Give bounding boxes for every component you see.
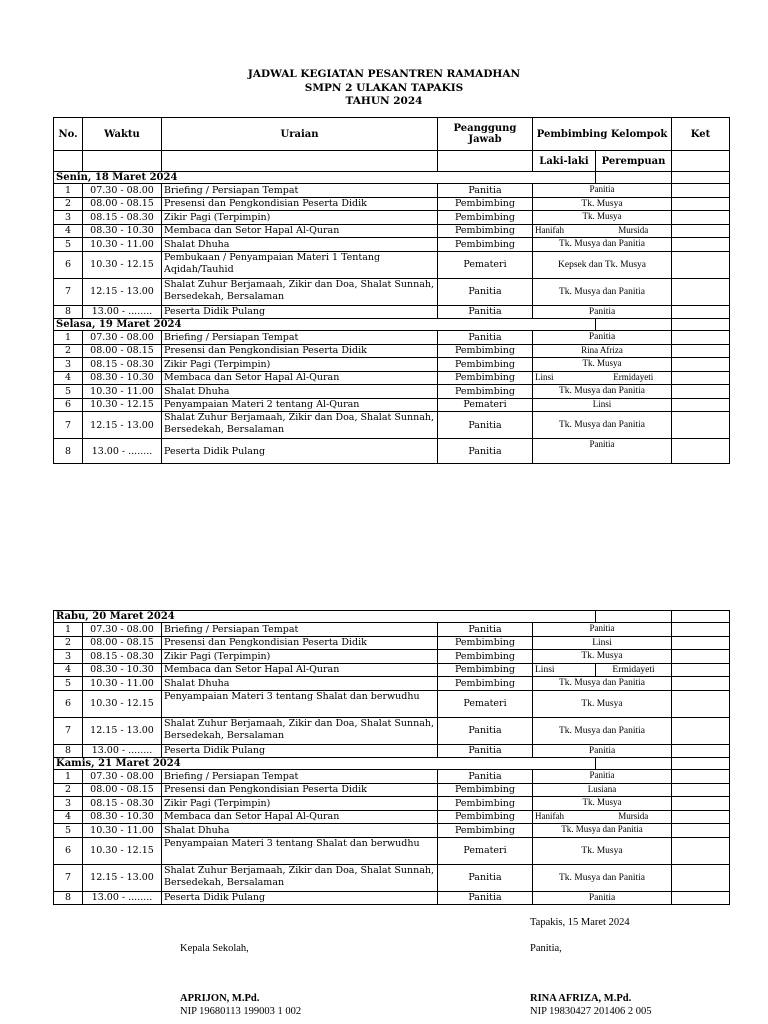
table-row bbox=[54, 358, 730, 372]
row-uraian: Presensi dan Pengkondisian Peserta Didik bbox=[162, 197, 438, 211]
row-no: 6 bbox=[54, 837, 83, 864]
row-no: 1 bbox=[54, 770, 83, 784]
row-pembimbing-perempuan: Ermidayeti bbox=[596, 371, 672, 385]
table-row bbox=[54, 251, 730, 278]
row-uraian: Zikir Pagi (Terpimpin) bbox=[162, 650, 438, 664]
row-penanggung-jawab: Pemateri bbox=[438, 690, 533, 717]
row-no: 6 bbox=[54, 398, 83, 412]
row-ket bbox=[672, 690, 730, 717]
row-penanggung-jawab: Panitia bbox=[438, 412, 533, 439]
row-uraian: Briefing / Persiapan Tempat bbox=[162, 184, 438, 198]
table-row bbox=[54, 412, 730, 439]
row-waktu: 12.15 - 13.00 bbox=[83, 864, 162, 891]
row-penanggung-jawab: Pembimbing bbox=[438, 358, 533, 372]
row-waktu: 10.30 - 11.00 bbox=[83, 238, 162, 252]
row-pembimbing-laki: Hanifah bbox=[533, 224, 596, 238]
table-row bbox=[54, 717, 730, 744]
row-penanggung-jawab: Panitia bbox=[438, 305, 533, 319]
row-ket bbox=[672, 412, 730, 439]
row-penanggung-jawab: Panitia bbox=[438, 278, 533, 305]
row-waktu: 10.30 - 12.15 bbox=[83, 398, 162, 412]
row-penanggung-jawab: Panitia bbox=[438, 184, 533, 198]
table-row bbox=[54, 305, 730, 319]
row-penanggung-jawab: Pemateri bbox=[438, 837, 533, 864]
row-no: 8 bbox=[54, 439, 83, 464]
row-ket bbox=[672, 439, 730, 464]
row-waktu: 08.30 - 10.30 bbox=[83, 224, 162, 238]
col-header-no: No. bbox=[54, 118, 83, 151]
row-penanggung-jawab: Pembimbing bbox=[438, 636, 533, 650]
row-uraian: Briefing / Persiapan Tempat bbox=[162, 770, 438, 784]
row-no: 3 bbox=[54, 797, 83, 811]
row-uraian: Shalat Dhuha bbox=[162, 238, 438, 252]
row-ket bbox=[672, 278, 730, 305]
row-no: 3 bbox=[54, 211, 83, 225]
row-no: 4 bbox=[54, 224, 83, 238]
row-pembimbing-laki: Hanifah bbox=[533, 810, 596, 824]
col-header-penanggung-jawab: Peanggung Jawab bbox=[438, 118, 533, 151]
row-penanggung-jawab: Panitia bbox=[438, 891, 533, 905]
row-no: 2 bbox=[54, 344, 83, 358]
row-uraian: Zikir Pagi (Terpimpin) bbox=[162, 358, 438, 372]
row-uraian: Peserta Didik Pulang bbox=[162, 891, 438, 905]
row-penanggung-jawab: Panitia bbox=[438, 717, 533, 744]
row-pembimbing: Panitia bbox=[533, 770, 672, 784]
row-uraian: Presensi dan Pengkondisian Peserta Didik bbox=[162, 783, 438, 797]
row-pembimbing: Panitia bbox=[533, 891, 672, 905]
row-penanggung-jawab: Panitia bbox=[438, 864, 533, 891]
row-ket bbox=[672, 211, 730, 225]
row-ket bbox=[672, 783, 730, 797]
table-row bbox=[54, 636, 730, 650]
row-penanggung-jawab: Pembimbing bbox=[438, 197, 533, 211]
row-ket bbox=[672, 623, 730, 637]
schedule-table-1 bbox=[53, 117, 730, 464]
table-row bbox=[54, 398, 730, 412]
table-row bbox=[54, 744, 730, 758]
signature-place-date: Tapakis, 15 Maret 2024 bbox=[530, 917, 630, 928]
row-no: 2 bbox=[54, 783, 83, 797]
row-ket bbox=[672, 810, 730, 824]
title-line-3: TAHUN 2024 bbox=[345, 95, 423, 107]
row-no: 1 bbox=[54, 623, 83, 637]
row-pembimbing: Linsi bbox=[533, 398, 672, 412]
row-ket bbox=[672, 663, 730, 677]
schedule-table-2 bbox=[53, 610, 730, 905]
row-uraian: Peserta Didik Pulang bbox=[162, 305, 438, 319]
col-header-ket: Ket bbox=[672, 118, 730, 151]
row-uraian: Penyampaian Materi 2 tentang Al-Quran bbox=[162, 398, 438, 412]
table-row bbox=[54, 278, 730, 305]
row-no: 8 bbox=[54, 305, 83, 319]
row-pembimbing: Tk. Musya bbox=[533, 358, 672, 372]
row-waktu: 12.15 - 13.00 bbox=[83, 278, 162, 305]
table-row bbox=[54, 385, 730, 399]
row-waktu: 08.00 - 08.15 bbox=[83, 636, 162, 650]
row-uraian: Peserta Didik Pulang bbox=[162, 744, 438, 758]
row-pembimbing: Tk. Musya dan Panitia bbox=[533, 864, 672, 891]
signature-left-block bbox=[180, 992, 301, 1018]
title-line-1: JADWAL KEGIATAN PESANTREN RAMADHAN bbox=[247, 68, 521, 80]
row-penanggung-jawab: Pembimbing bbox=[438, 224, 533, 238]
signature-left-nip: NIP 19680113 199003 1 002 bbox=[180, 1006, 302, 1017]
row-ket bbox=[672, 251, 730, 278]
row-waktu: 08.30 - 10.30 bbox=[83, 371, 162, 385]
row-ket bbox=[672, 677, 730, 691]
row-ket bbox=[672, 344, 730, 358]
row-ket bbox=[672, 398, 730, 412]
row-waktu: 12.15 - 13.00 bbox=[83, 717, 162, 744]
row-pembimbing: Tk. Musya dan Panitia bbox=[533, 238, 672, 252]
table-row bbox=[54, 650, 730, 664]
row-no: 7 bbox=[54, 412, 83, 439]
day-header-row bbox=[54, 172, 730, 184]
row-penanggung-jawab: Pembimbing bbox=[438, 824, 533, 838]
signature-right-nip: NIP 19830427 201406 2 005 bbox=[530, 1006, 652, 1017]
signature-right-name: RINA AFRIZA, M.Pd. bbox=[530, 993, 632, 1004]
table-row bbox=[54, 663, 730, 677]
row-pembimbing: Kepsek dan Tk. Musya bbox=[533, 251, 672, 278]
row-ket bbox=[672, 224, 730, 238]
row-uraian: Shalat Zuhur Berjamaah, Zikir dan Doa, Shalat Sunnah, Bersedekah, Bersalaman bbox=[162, 717, 438, 744]
row-pembimbing: Tk. Musya bbox=[533, 650, 672, 664]
title-line-2: SMPN 2 ULAKAN TAPAKIS bbox=[304, 81, 464, 94]
table-row bbox=[54, 238, 730, 252]
table-row bbox=[54, 770, 730, 784]
table-row bbox=[54, 810, 730, 824]
row-uraian: Zikir Pagi (Terpimpin) bbox=[162, 797, 438, 811]
row-waktu: 13.00 - ........ bbox=[83, 891, 162, 905]
row-no: 7 bbox=[54, 864, 83, 891]
row-ket bbox=[672, 238, 730, 252]
row-penanggung-jawab: Panitia bbox=[438, 439, 533, 464]
table-row bbox=[54, 184, 730, 198]
day-label: Rabu, 20 Maret 2024 bbox=[54, 611, 596, 623]
row-pembimbing: Tk. Musya bbox=[533, 211, 672, 225]
row-penanggung-jawab: Pembimbing bbox=[438, 810, 533, 824]
row-waktu: 10.30 - 11.00 bbox=[83, 824, 162, 838]
row-no: 8 bbox=[54, 891, 83, 905]
col-header-laki-laki: Laki-laki bbox=[533, 151, 596, 172]
row-waktu: 08.00 - 08.15 bbox=[83, 783, 162, 797]
row-penanggung-jawab: Pembimbing bbox=[438, 650, 533, 664]
row-ket bbox=[672, 797, 730, 811]
row-ket bbox=[672, 385, 730, 399]
row-no: 1 bbox=[54, 184, 83, 198]
row-uraian: Shalat Dhuha bbox=[162, 385, 438, 399]
table-row bbox=[54, 224, 730, 238]
row-no: 3 bbox=[54, 650, 83, 664]
row-no: 7 bbox=[54, 717, 83, 744]
row-no: 6 bbox=[54, 690, 83, 717]
row-waktu: 08.30 - 10.30 bbox=[83, 663, 162, 677]
row-waktu: 08.15 - 08.30 bbox=[83, 358, 162, 372]
row-uraian: Shalat Zuhur Berjamaah, Zikir dan Doa, Shalat Sunnah, Bersedekah, Bersalaman bbox=[162, 278, 438, 305]
row-ket bbox=[672, 837, 730, 864]
row-waktu: 08.00 - 08.15 bbox=[83, 344, 162, 358]
row-pembimbing: Tk. Musya dan Panitia bbox=[533, 278, 672, 305]
row-penanggung-jawab: Pembimbing bbox=[438, 385, 533, 399]
row-uraian: Pembukaan / Penyampaian Materi 1 Tentang Aqidah/Tauhid bbox=[162, 251, 438, 278]
row-no: 2 bbox=[54, 197, 83, 211]
row-pembimbing: Panitia bbox=[533, 184, 672, 198]
row-waktu: 08.15 - 08.30 bbox=[83, 797, 162, 811]
day-header-row bbox=[54, 611, 730, 623]
row-uraian: Membaca dan Setor Hapal Al-Quran bbox=[162, 810, 438, 824]
signature-left-name: APRIJON, M.Pd. bbox=[180, 993, 260, 1004]
row-no: 1 bbox=[54, 331, 83, 345]
table-row bbox=[54, 623, 730, 637]
row-waktu: 08.15 - 08.30 bbox=[83, 211, 162, 225]
row-penanggung-jawab: Pembimbing bbox=[438, 797, 533, 811]
row-pembimbing: Panitia bbox=[533, 439, 672, 464]
row-pembimbing: Linsi bbox=[533, 636, 672, 650]
row-pembimbing: Panitia bbox=[533, 305, 672, 319]
row-no: 3 bbox=[54, 358, 83, 372]
row-waktu: 08.30 - 10.30 bbox=[83, 810, 162, 824]
row-uraian: Briefing / Persiapan Tempat bbox=[162, 623, 438, 637]
row-pembimbing-perempuan: Ermidayeti bbox=[596, 663, 672, 677]
row-no: 5 bbox=[54, 677, 83, 691]
row-ket bbox=[672, 744, 730, 758]
row-uraian: Shalat Zuhur Berjamaah, Zikir dan Doa, Shalat Sunnah, Bersedekah, Bersalaman bbox=[162, 412, 438, 439]
row-no: 7 bbox=[54, 278, 83, 305]
row-penanggung-jawab: Pembimbing bbox=[438, 344, 533, 358]
row-no: 5 bbox=[54, 385, 83, 399]
table-row bbox=[54, 371, 730, 385]
row-ket bbox=[672, 824, 730, 838]
table-row bbox=[54, 837, 730, 864]
table-row bbox=[54, 824, 730, 838]
row-pembimbing: Tk. Musya dan Panitia bbox=[533, 717, 672, 744]
row-waktu: 08.15 - 08.30 bbox=[83, 650, 162, 664]
row-uraian: Membaca dan Setor Hapal Al-Quran bbox=[162, 663, 438, 677]
row-ket bbox=[672, 371, 730, 385]
col-header-waktu: Waktu bbox=[83, 118, 162, 151]
table-row bbox=[54, 197, 730, 211]
row-uraian: Shalat Dhuha bbox=[162, 677, 438, 691]
row-pembimbing: Tk. Musya dan Panitia bbox=[533, 824, 672, 838]
document-title bbox=[0, 68, 768, 109]
row-penanggung-jawab: Panitia bbox=[438, 770, 533, 784]
row-pembimbing-laki: Linsi bbox=[533, 663, 596, 677]
row-uraian: Penyampaian Materi 3 tentang Shalat dan berwudhu bbox=[162, 690, 438, 717]
row-penanggung-jawab: Pembimbing bbox=[438, 677, 533, 691]
row-no: 2 bbox=[54, 636, 83, 650]
row-ket bbox=[672, 305, 730, 319]
row-ket bbox=[672, 331, 730, 345]
table-row bbox=[54, 783, 730, 797]
row-pembimbing: Panitia bbox=[533, 623, 672, 637]
table-row bbox=[54, 211, 730, 225]
row-ket bbox=[672, 636, 730, 650]
day-header-row bbox=[54, 319, 730, 331]
table-row bbox=[54, 690, 730, 717]
signature-right-role: Panitia, bbox=[530, 943, 562, 954]
row-waktu: 07.30 - 08.00 bbox=[83, 770, 162, 784]
day-label: Senin, 18 Maret 2024 bbox=[54, 172, 596, 184]
row-waktu: 13.00 - ........ bbox=[83, 439, 162, 464]
row-uraian: Shalat Dhuha bbox=[162, 824, 438, 838]
row-penanggung-jawab: Pembimbing bbox=[438, 783, 533, 797]
row-uraian: Briefing / Persiapan Tempat bbox=[162, 331, 438, 345]
row-uraian: Peserta Didik Pulang bbox=[162, 439, 438, 464]
row-penanggung-jawab: Panitia bbox=[438, 623, 533, 637]
row-pembimbing: Rina Afriza bbox=[533, 344, 672, 358]
row-waktu: 13.00 - ........ bbox=[83, 305, 162, 319]
row-waktu: 07.30 - 08.00 bbox=[83, 184, 162, 198]
row-pembimbing: Panitia bbox=[533, 331, 672, 345]
row-ket bbox=[672, 891, 730, 905]
row-waktu: 07.30 - 08.00 bbox=[83, 331, 162, 345]
signature-left-role: Kepala Sekolah, bbox=[180, 943, 249, 954]
row-uraian: Penyampaian Materi 3 tentang Shalat dan berwudhu bbox=[162, 837, 438, 864]
row-no: 5 bbox=[54, 824, 83, 838]
row-ket bbox=[672, 770, 730, 784]
row-waktu: 10.30 - 12.15 bbox=[83, 837, 162, 864]
table-row bbox=[54, 344, 730, 358]
row-penanggung-jawab: Pembimbing bbox=[438, 663, 533, 677]
row-uraian: Presensi dan Pengkondisian Peserta Didik bbox=[162, 636, 438, 650]
row-waktu: 10.30 - 12.15 bbox=[83, 251, 162, 278]
row-penanggung-jawab: Panitia bbox=[438, 744, 533, 758]
table-row bbox=[54, 677, 730, 691]
row-ket bbox=[672, 184, 730, 198]
row-pembimbing: Tk. Musya bbox=[533, 197, 672, 211]
row-penanggung-jawab: Pemateri bbox=[438, 398, 533, 412]
day-label: Selasa, 19 Maret 2024 bbox=[54, 319, 596, 331]
row-pembimbing-perempuan: Mursida bbox=[596, 810, 672, 824]
table-row bbox=[54, 797, 730, 811]
row-waktu: 08.00 - 08.15 bbox=[83, 197, 162, 211]
col-header-pembimbing: Pembimbing Kelompok bbox=[533, 118, 672, 151]
row-penanggung-jawab: Pembimbing bbox=[438, 238, 533, 252]
table-row bbox=[54, 439, 730, 464]
row-waktu: 10.30 - 12.15 bbox=[83, 690, 162, 717]
row-uraian: Membaca dan Setor Hapal Al-Quran bbox=[162, 224, 438, 238]
row-uraian: Zikir Pagi (Terpimpin) bbox=[162, 211, 438, 225]
row-ket bbox=[672, 864, 730, 891]
col-header-uraian: Uraian bbox=[162, 118, 438, 151]
signature-right-block bbox=[530, 992, 652, 1018]
col-header-perempuan: Perempuan bbox=[596, 151, 672, 172]
row-waktu: 07.30 - 08.00 bbox=[83, 623, 162, 637]
row-no: 6 bbox=[54, 251, 83, 278]
row-pembimbing: Tk. Musya bbox=[533, 690, 672, 717]
row-pembimbing: Tk. Musya dan Panitia bbox=[533, 385, 672, 399]
row-waktu: 10.30 - 11.00 bbox=[83, 677, 162, 691]
row-pembimbing: Panitia bbox=[533, 744, 672, 758]
row-uraian: Presensi dan Pengkondisian Peserta Didik bbox=[162, 344, 438, 358]
table-row bbox=[54, 864, 730, 891]
row-pembimbing: Tk. Musya dan Panitia bbox=[533, 412, 672, 439]
row-ket bbox=[672, 650, 730, 664]
row-no: 5 bbox=[54, 238, 83, 252]
row-penanggung-jawab: Pemateri bbox=[438, 251, 533, 278]
row-no: 4 bbox=[54, 663, 83, 677]
row-ket bbox=[672, 717, 730, 744]
row-pembimbing: Lusiana bbox=[533, 783, 672, 797]
row-ket bbox=[672, 358, 730, 372]
row-ket bbox=[672, 197, 730, 211]
row-pembimbing: Tk. Musya dan Panitia bbox=[533, 677, 672, 691]
row-penanggung-jawab: Pembimbing bbox=[438, 211, 533, 225]
row-pembimbing-laki: Linsi bbox=[533, 371, 596, 385]
row-uraian: Shalat Zuhur Berjamaah, Zikir dan Doa, Shalat Sunnah, Bersedekah, Bersalaman bbox=[162, 864, 438, 891]
row-pembimbing: Tk. Musya bbox=[533, 797, 672, 811]
row-uraian: Membaca dan Setor Hapal Al-Quran bbox=[162, 371, 438, 385]
row-penanggung-jawab: Panitia bbox=[438, 331, 533, 345]
row-waktu: 13.00 - ........ bbox=[83, 744, 162, 758]
row-pembimbing-perempuan: Mursida bbox=[596, 224, 672, 238]
table-row bbox=[54, 331, 730, 345]
day-header-row bbox=[54, 758, 730, 770]
row-pembimbing: Tk. Musya bbox=[533, 837, 672, 864]
row-no: 4 bbox=[54, 371, 83, 385]
row-waktu: 10.30 - 11.00 bbox=[83, 385, 162, 399]
row-no: 4 bbox=[54, 810, 83, 824]
row-waktu: 12.15 - 13.00 bbox=[83, 412, 162, 439]
day-label: Kamis, 21 Maret 2024 bbox=[54, 758, 596, 770]
table-row bbox=[54, 891, 730, 905]
row-penanggung-jawab: Pembimbing bbox=[438, 371, 533, 385]
row-no: 8 bbox=[54, 744, 83, 758]
